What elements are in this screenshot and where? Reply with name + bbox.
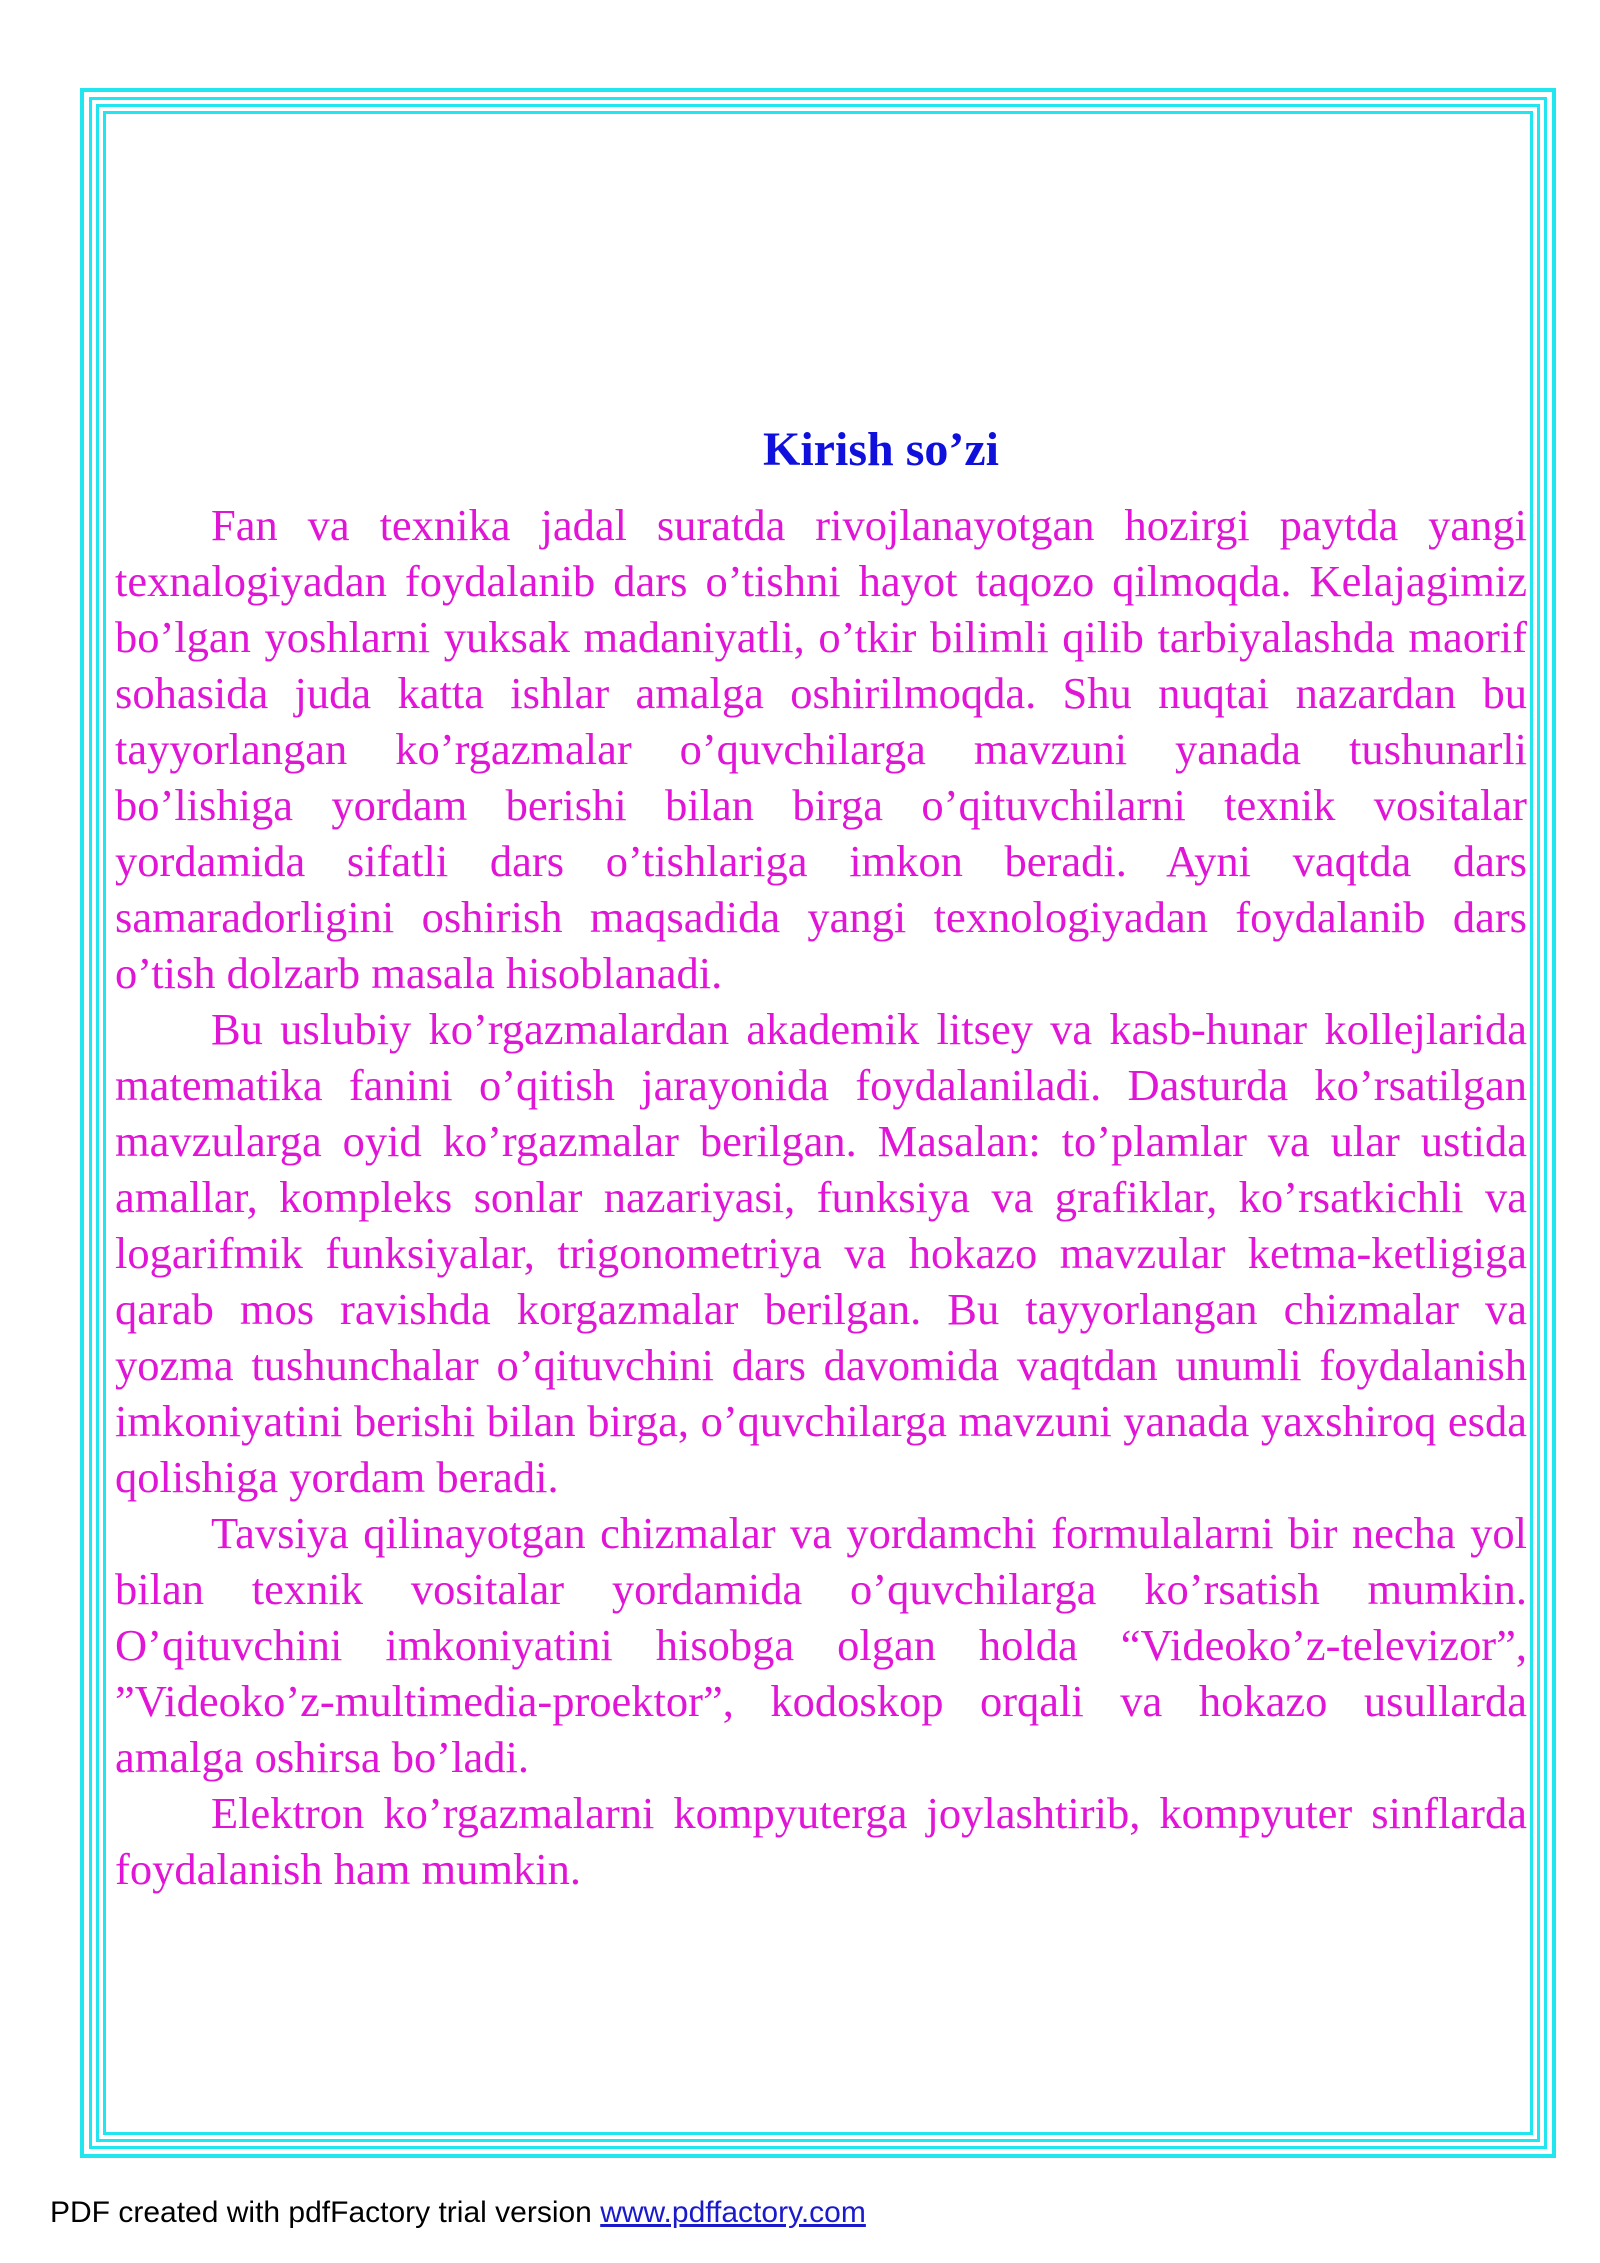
paragraph-4: Elektron ko’rgazmalarni kompyuterga joylashtirib, kompyuter sinflarda foydalanish ham mumkin. <box>115 1788 1527 1894</box>
paragraph-3: Tavsiya qilinayotgan chizmalar va yordamchi formulalarni bir necha yol bilan texnik vositalar yordamida o’quvchilarga ko’rsatish mumkin. O’qituvchini imkoniyatini hisobga olgan holda “Videoko’z-televizor”, ”Videoko’z-multimedia-proektor”, kodoskop orqali va hokazo usullarda amalga oshirsa bo’ladi. <box>115 1508 1527 1782</box>
footer-link[interactable]: www.pdffactory.com <box>600 2196 866 2229</box>
pdf-footer <box>50 2196 866 2230</box>
document-content <box>115 415 1527 1897</box>
paragraph-2: Bu uslubiy ko’rgazmalardan akademik litsey va kasb-hunar kollejlarida matematika fanini o’qitish jarayonida foydalaniladi. Dasturda ko’rsatilgan mavzularga oyid ko’rgazmalar berilgan. Masalan: to’plamlar va ular ustida amallar, kompleks sonlar nazariyasi, funksiya va grafiklar, ko’rsatkichli va logarifmik funksiyalar, trigonometriya va hokazo mavzular ketma-ketligiga qarab mos ravishda korgazmalar berilgan. Bu tayyorlangan chizmalar va yozma tushunchalar o’qituvchini dars davomida vaqtdan unumli foydalanish imkoniyatini berishi bilan birga, o’quvchilarga mavzuni yanada yaxshiroq esda qolishiga yordam beradi. <box>115 1004 1527 1502</box>
paragraph-1: Fan va texnika jadal suratda rivojlanayotgan hozirgi paytda yangi texnalogiyadan foydalanib dars o’tishni hayot taqozo qilmoqda. Kelajagimiz bo’lgan yoshlarni yuksak madaniyatli, o’tkir bilimli qilib tarbiyalashda maorif sohasida juda katta ishlar amalga oshirilmoqda. Shu nuqtai nazardan bu tayyorlangan ko’rgazmalar o’quvchilarga mavzuni yanada tushunarli bo’lishiga yordam berishi bilan birga o’qituvchilarni texnik vositalar yordamida sifatli dars o’tishlariga imkon beradi. Ayni vaqtda dars samaradorligini oshirish maqsadida yangi texnologiyadan foydalanib dars o’tish dolzarb masala hisoblanadi. <box>115 500 1527 998</box>
document-title: Kirish so’zi <box>763 423 999 476</box>
footer-text: PDF created with pdfFactory trial version <box>50 2196 601 2229</box>
